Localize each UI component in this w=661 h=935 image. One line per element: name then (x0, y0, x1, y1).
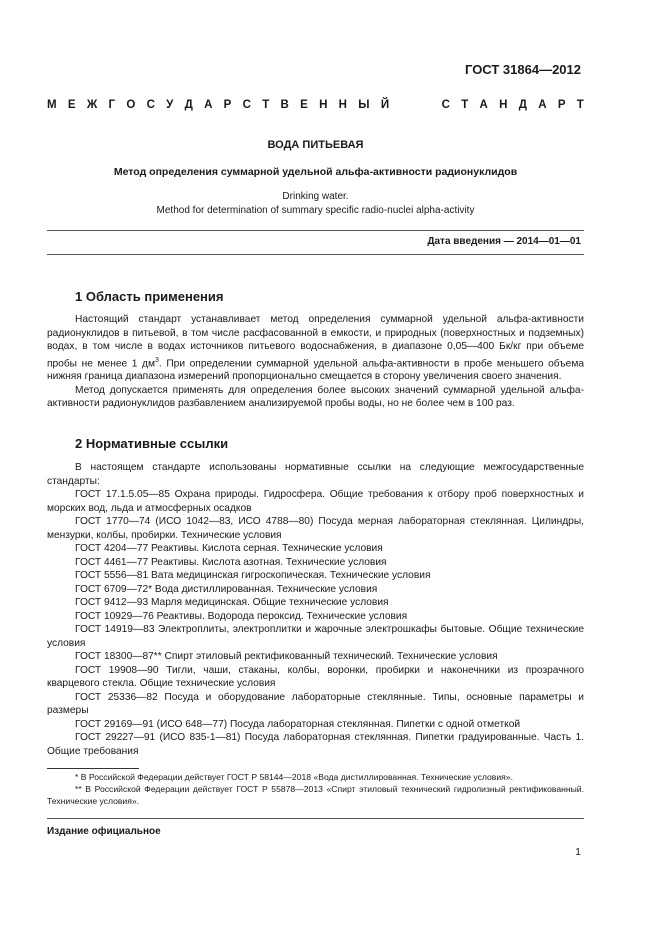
banner-letter: С (146, 99, 155, 111)
banner-letter: А (479, 99, 488, 111)
reference-item: ГОСТ 4461—77 Реактивы. Кислота азотная. Технические условия (75, 556, 387, 568)
banner-letter: Т (461, 99, 469, 111)
banner-letter: Н (499, 99, 508, 111)
section1-paragraph1 (47, 313, 584, 384)
official-divider (47, 818, 584, 819)
reference-item: ГОСТ 25336—82 Посуда и оборудование лабораторные стеклянные. Типы, основные параметры и размеры (47, 691, 584, 716)
banner-letter: Р (223, 99, 232, 111)
reference-item: ГОСТ 6709—72* Вода дистиллированная. Технические условия (75, 583, 378, 595)
title-divider-top (47, 230, 584, 231)
banner-letter: Т (576, 99, 584, 111)
reference-item: ГОСТ 29227—91 (ИСО 835-1—81) Посуда лабораторная стеклянная. Пипетки градуированные. Часть 1. Общие требования (47, 732, 584, 757)
footnotes (47, 771, 584, 807)
banner-letter: А (538, 99, 547, 111)
banner-letter: У (166, 99, 174, 111)
official-edition-label: Издание официальное (47, 826, 161, 837)
banner-letter: Г (108, 99, 116, 111)
banner-letter: Н (319, 99, 328, 111)
interstate-standard-banner (47, 99, 584, 111)
section2-body (47, 461, 584, 758)
reference-item: ГОСТ 4204—77 Реактивы. Кислота серная. Технические условия (75, 543, 383, 554)
reference-item: ГОСТ 18300—87** Спирт этиловый ректификованный технический. Технические условия (75, 651, 498, 662)
footnote-item: ** В Российской Федерации действует ГОСТ Р 55878—2013 «Спирт этиловый технический гидролизный ректификованный. Технические условия». (47, 784, 584, 806)
banner-letter: Ы (358, 99, 370, 111)
document-subtitle: Метод определения суммарной удельной альфа-активности радионуклидов (113, 166, 518, 178)
reference-item: ГОСТ 29169—91 (ИСО 648—77) Посуда лабораторная стеклянная. Пипетки с одной отметкой (75, 718, 521, 730)
section1-heading: 1 Область применения (75, 289, 224, 304)
section1-paragraph2: Метод допускается применять для определения более высоких значений суммарной удельной альфа-активности радионуклидов разбавлением анализируемой пробы воды, но не более чем в 100 раз. (47, 384, 584, 410)
reference-item: ГОСТ 9412—93 Марля медицинская. Общие технические условия (75, 597, 389, 608)
section1-body (47, 313, 584, 411)
page-number: 1 (575, 846, 581, 858)
banner-letter: Е (300, 99, 308, 111)
banner-letter: М (47, 99, 57, 111)
english-title (47, 190, 584, 218)
banner-letter: Т (262, 99, 270, 111)
banner-letter: В (280, 99, 289, 111)
document-title: ВОДА ПИТЬЕВАЯ (267, 139, 364, 151)
gost-code: ГОСТ 31864—2012 (465, 62, 581, 77)
banner-letter: О (126, 99, 136, 111)
section1-p1-sup: 3 (155, 356, 159, 364)
banner-letter: С (242, 99, 251, 111)
reference-item: ГОСТ 19908—90 Тигли, чаши, стаканы, колбы, воронки, пробирки и наконечники из прозрачного кварцевого стекла. Общие технические условия (47, 664, 584, 689)
section1-p1-text: Настоящий стандарт устанавливает метод определения суммарной удельной альфа-активности радионуклидов в питьевой, в том числе расфасованной в емкости, и природных (поверхностных и подземных) водах, в том числе в водах источников питьевого водоснабжения, в диапазоне 0,05—400 Бк/кг при объеме пробы не менее 1 дм (47, 314, 584, 369)
section1-p1-text2: . При определении суммарной удельной альфа-активности в пробе меньшего объема нижняя граница диапазона измерений пропорционально смещается в сторону увеличения своего значения. (47, 357, 584, 383)
banner-letter (400, 99, 430, 111)
banner-letter: Й (380, 99, 390, 111)
banner-letter: Д (518, 99, 527, 111)
reference-item: ГОСТ 5556—81 Вата медицинская гигроскопическая. Технические условия (75, 570, 431, 581)
footnote-item: * В Российской Федерации действует ГОСТ Р 58144—2018 «Вода дистиллированная. Технические условия». (75, 772, 513, 782)
banner-letter: С (441, 99, 450, 111)
banner-letter: Е (67, 99, 76, 111)
banner-letter: Ж (86, 99, 98, 111)
section2-intro: В настоящем стандарте использованы нормативные ссылки на следующие межгосударственные стандарты: (47, 462, 584, 487)
banner-letter: Д (184, 99, 193, 111)
english-title-line2: Method for determination of summary specific radio-nuclei alpha-activity (156, 205, 475, 216)
section2-heading: 2 Нормативные ссылки (75, 436, 229, 451)
reference-item: ГОСТ 17.1.5.05—85 Охрана природы. Гидросфера. Общие требования к отбору проб поверхностных и морских вод, льда и атмосферных осадков (47, 489, 584, 514)
intro-date: Дата введения — 2014—01—01 (427, 236, 581, 247)
reference-item: ГОСТ 1770—74 (ИСО 1042—83, ИСО 4788—80) Посуда мерная лабораторная стеклянная. Цилиндры, мензурки, колбы, пробирки. Технические условия (47, 516, 584, 541)
footnote-divider (47, 768, 139, 769)
reference-item: ГОСТ 10929—76 Реактивы. Водорода пероксид. Технические условия (75, 610, 408, 622)
title-divider-bottom (47, 254, 584, 255)
reference-item: ГОСТ 14919—83 Электроплиты, электроплитки и жарочные электрошкафы бытовые. Общие технические условия (47, 624, 584, 649)
english-title-line1: Drinking water. (282, 191, 349, 202)
banner-letter: А (204, 99, 213, 111)
banner-letter: Р (557, 99, 566, 111)
banner-letter: Н (338, 99, 347, 111)
